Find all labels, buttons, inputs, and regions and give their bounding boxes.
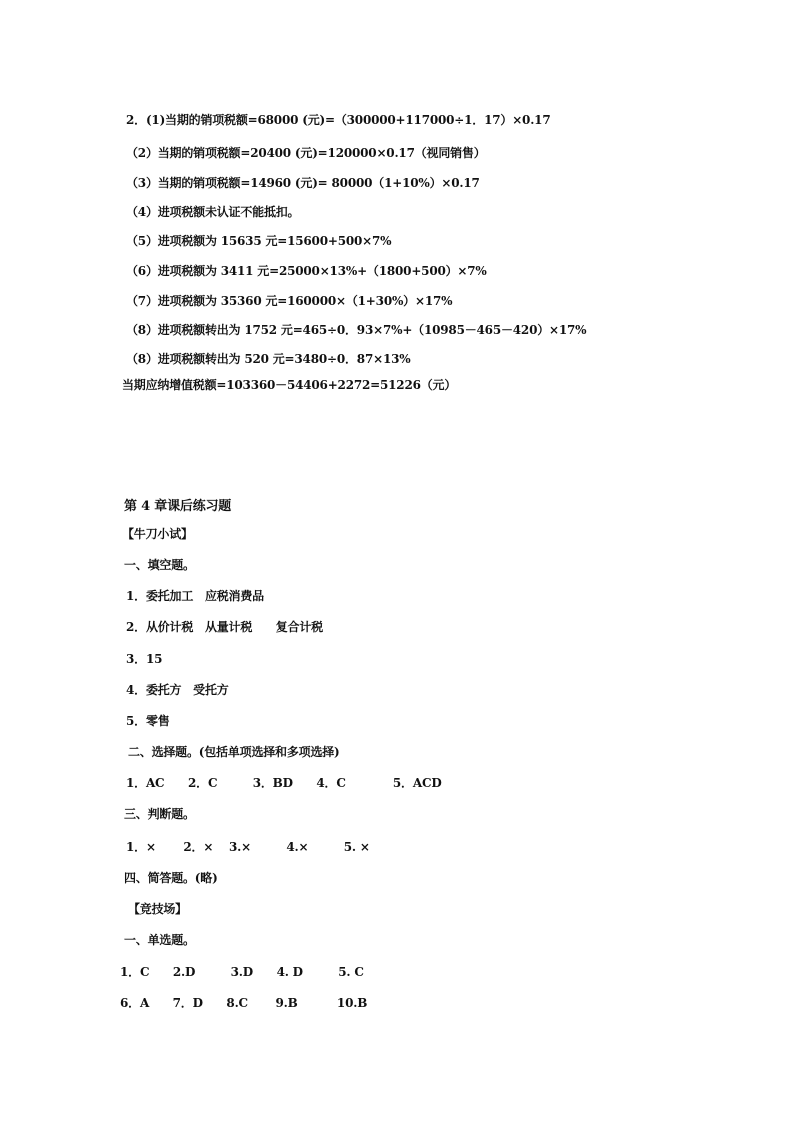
judgment-heading: 三、判断题。	[124, 807, 195, 821]
fill-blank-answer-5: 5．零售	[126, 714, 170, 728]
judgment-answers: 1．× 2．× 3.× 4.× 5. ×	[126, 840, 370, 854]
calc-line-5: （5）进项税额为 15635 元=15600+500×7%	[126, 234, 392, 248]
choice-answers: 1．AC 2．C 3．BD 4．C 5．ACD	[126, 776, 442, 790]
single-choice-answers-1: 1．C 2.D 3.D 4. D 5. C	[120, 965, 364, 979]
fill-blank-answer-1: 1．委托加工 应税消费品	[126, 589, 264, 603]
short-answer-heading: 四、简答题。(略)	[124, 871, 218, 885]
practice-section-heading: 【牛刀小试】	[122, 527, 193, 541]
calc-line-3: （3）当期的销项税额=14960 (元)= 80000（1+10%）×0.17	[126, 176, 480, 190]
calc-line-9: （8）进项税额转出为 520 元=3480÷0．87×13%	[126, 352, 411, 366]
choice-heading: 二、选择题。(包括单项选择和多项选择)	[124, 745, 340, 759]
fill-blank-heading: 一、填空题。	[124, 558, 195, 572]
calc-line-7: （7）进项税额为 35360 元=160000×（1+30%）×17%	[126, 294, 453, 308]
calc-line-1: 2．(1)当期的销项税额=68000 (元)=（300000+117000÷1．17）×0.17	[126, 113, 551, 127]
competition-section-heading: 【竞技场】	[124, 902, 187, 916]
fill-blank-answer-2: 2．从价计税 从量计税 复合计税	[126, 620, 323, 634]
single-choice-heading: 一、单选题。	[124, 933, 195, 947]
calc-line-2: （2）当期的销项税额=20400 (元)=120000×0.17（视同销售）	[126, 146, 486, 160]
chapter-title: 第 4 章课后练习题	[124, 499, 232, 514]
single-choice-answers-2: 6．A 7．D 8.C 9.B 10.B	[120, 996, 368, 1010]
calc-line-8: （8）进项税额转出为 1752 元=465÷0．93×7%+（10985－465－420）×17%	[126, 323, 587, 337]
vat-payable-line: 当期应纳增值税额=103360－54406+2272=51226（元）	[122, 378, 457, 392]
fill-blank-answer-4: 4．委托方 受托方	[126, 683, 229, 697]
calc-line-6: （6）进项税额为 3411 元=25000×13%+（1800+500）×7%	[126, 264, 487, 278]
calc-line-4: （4）进项税额未认证不能抵扣。	[126, 205, 300, 219]
fill-blank-answer-3: 3．15	[126, 652, 163, 666]
